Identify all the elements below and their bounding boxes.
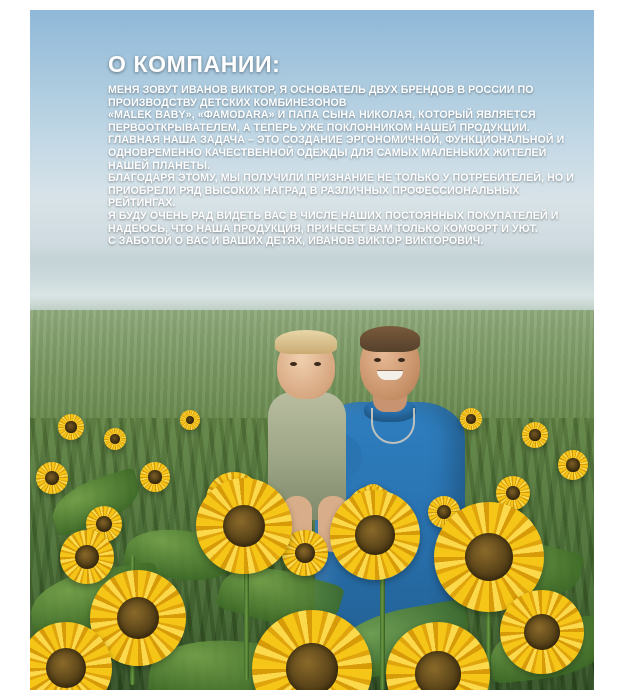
man-eye-right <box>398 358 405 362</box>
sunflower <box>36 462 68 494</box>
man-eye-left <box>374 358 381 362</box>
company-description <box>108 84 574 248</box>
sunflower-large <box>30 622 112 690</box>
child-eye-right <box>314 362 321 366</box>
sunflower <box>460 408 482 430</box>
sunflower-large <box>196 478 292 574</box>
page-title: О КОМПАНИИ: <box>108 51 281 78</box>
child-hair <box>275 330 337 354</box>
paragraph-1: МЕНЯ ЗОВУТ ИВАНОВ ВИКТОР, Я ОСНОВАТЕЛЬ ДВУХ БРЕНДОВ В РОССИИ ПО ПРОИЗВОДСТВУ ДЕТСКИХ КОМБИНЕЗОНОВ <box>108 84 534 109</box>
child-eye-left <box>290 362 297 366</box>
sunflower <box>558 450 588 480</box>
sunflower-large <box>500 590 584 674</box>
sunflower-large <box>330 490 420 580</box>
sunflower <box>140 462 170 492</box>
company-photo <box>30 10 594 690</box>
man-hair <box>360 326 420 352</box>
paragraph-4: Я БУДУ ОЧЕНЬ РАД ВИДЕТЬ ВАС В ЧИСЛЕ НАШИХ ПОСТОЯННЫХ ПОКУПАТЕЛЕЙ И НАДЕЮСЬ, ЧТО НАША ПРОДУКЦИЯ, ПРИНЕСЕТ ВАМ ТОЛЬКО КОМФОРТ И УЮТ. <box>108 209 559 235</box>
sunflower <box>58 414 84 440</box>
paragraph-3: БЛАГОДАРЯ ЭТОМУ, МЫ ПОЛУЧИЛИ ПРИЗНАНИЕ НЕ ТОЛЬКО У ПОТРЕБИТЕЛЕЙ, НО И ПРИОБРЕЛИ РЯД ВЫСОКИХ НАГРАД В РАЗЛИЧНЫХ ПРОФЕССИОНАЛЬНЫХ РЕЙТИНГАХ. <box>108 172 574 210</box>
paragraph-2: «MALEK BABY», «ФАМОDARA» И ПАПА СЫНА НИКОЛАЯ, КОТОРЫЙ ЯВЛЯЕТСЯ ПЕРВООТКРЫВАТЕЛЕМ, А ТЕПЕРЬ УЖЕ ПОКЛОННИКОМ НАШЕЙ ПРОДУКЦИИ. ГЛАВНАЯ НАША ЗАДАЧА – ЭТО СОЗДАНИЕ ЭРГОНОМИЧНОЙ, ФУНКЦИОНАЛЬНОЙ И ОДНОВРЕМЕННО КАЧЕСТВЕННОЙ ОДЕЖДЫ ДЛЯ САМЫХ МАЛЕНЬКИХ ЖИТЕЛЕЙ НАШЕЙ ПЛАНЕТЫ. <box>108 109 565 172</box>
paragraph-5: С ЗАБОТОЙ О ВАС И ВАШИХ ДЕТЯХ, ИВАНОВ ВИКТОР ВИКТОРОВИЧ. <box>108 235 484 248</box>
sunflower <box>104 428 126 450</box>
sunflower-large <box>386 622 490 690</box>
sunflower-large <box>252 610 372 690</box>
sunflower <box>180 410 200 430</box>
sunflower <box>522 422 548 448</box>
